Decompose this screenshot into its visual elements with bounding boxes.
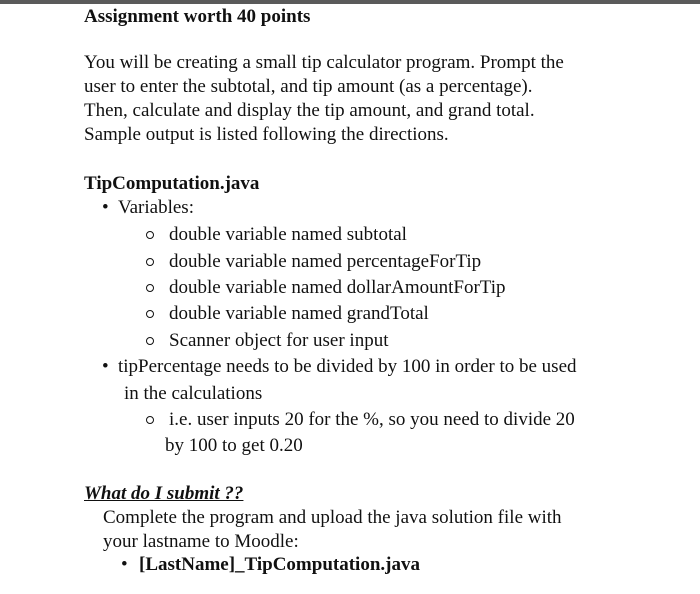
tip-note-line-2: in the calculations bbox=[124, 383, 263, 404]
circle-bullet-icon bbox=[146, 284, 154, 292]
assignment-title: Assignment worth 40 points bbox=[84, 6, 311, 27]
submit-heading: What do I submit ?? bbox=[84, 483, 244, 504]
circle-bullet-icon bbox=[146, 416, 154, 424]
intro-line-2: user to enter the subtotal, and tip amount (as a percentage). bbox=[84, 76, 533, 97]
variable-item: double variable named grandTotal bbox=[169, 303, 429, 324]
variable-item: Scanner object for user input bbox=[169, 330, 389, 351]
submit-filename: [LastName]_TipComputation.java bbox=[139, 554, 420, 575]
circle-bullet-icon bbox=[146, 310, 154, 318]
variable-item: double variable named dollarAmountForTip bbox=[169, 277, 506, 298]
variable-item: double variable named percentageForTip bbox=[169, 251, 482, 272]
intro-line-3: Then, calculate and display the tip amount, and grand total. bbox=[84, 100, 535, 121]
tip-example-line-1: i.e. user inputs 20 for the %, so you need to divide 20 bbox=[169, 409, 575, 430]
variables-label: Variables: bbox=[118, 197, 194, 218]
tip-example-line-2: by 100 to get 0.20 bbox=[165, 435, 303, 456]
filename-heading: TipComputation.java bbox=[84, 173, 260, 194]
bullet-icon: • bbox=[102, 356, 109, 377]
circle-bullet-icon bbox=[146, 231, 154, 239]
circle-bullet-icon bbox=[146, 337, 154, 345]
intro-line-1: You will be creating a small tip calculator program. Prompt the bbox=[84, 52, 564, 73]
bullet-icon: • bbox=[102, 197, 109, 218]
submit-text-line-2: your lastname to Moodle: bbox=[103, 531, 299, 552]
variable-item: double variable named subtotal bbox=[169, 224, 407, 245]
tip-note-line-1: tipPercentage needs to be divided by 100 in order to be used bbox=[118, 356, 577, 377]
circle-bullet-icon bbox=[146, 258, 154, 266]
bullet-icon: • bbox=[121, 554, 128, 575]
intro-line-4: Sample output is listed following the directions. bbox=[84, 124, 449, 145]
submit-text-line-1: Complete the program and upload the java solution file with bbox=[103, 507, 562, 528]
